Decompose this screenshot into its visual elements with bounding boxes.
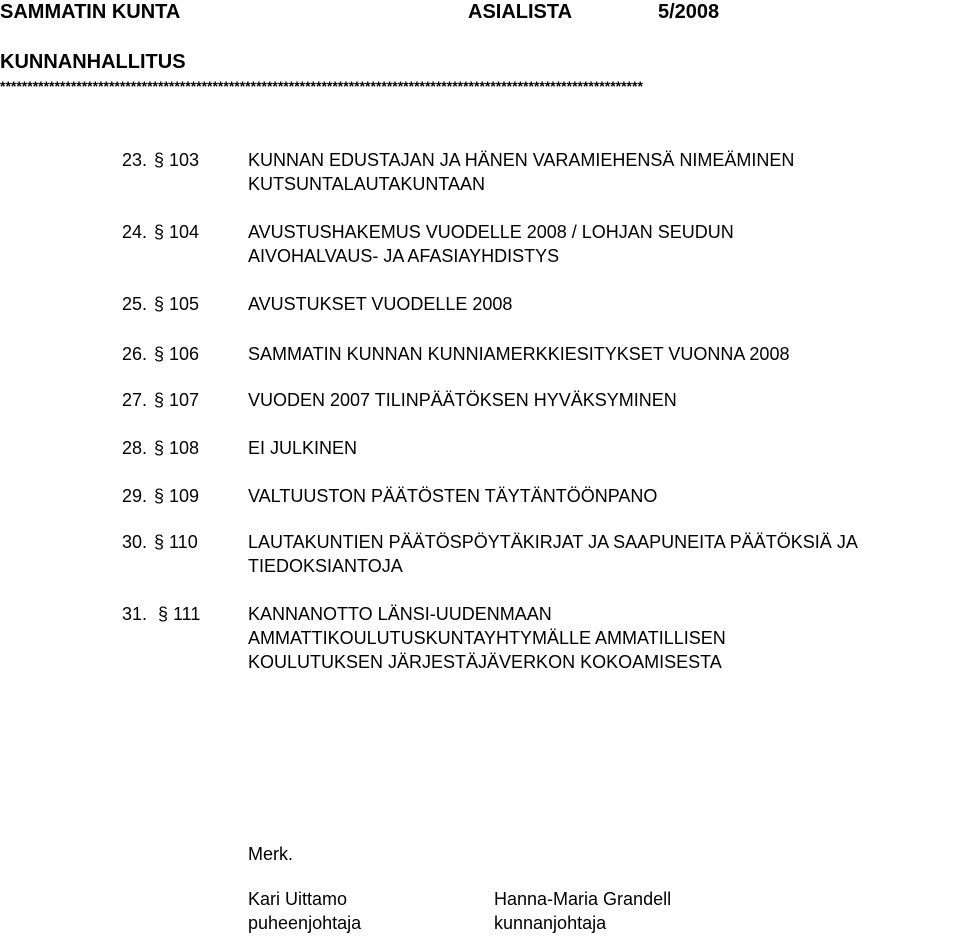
agenda-item-number: 30. <box>122 532 148 552</box>
agenda-item-title-line: AVUSTUKSET VUODELLE 2008 <box>248 294 513 314</box>
signer-left-name: Kari Uittamo <box>248 889 348 909</box>
agenda-item-number: 28. <box>122 438 148 458</box>
agenda-item-title <box>248 388 960 412</box>
agenda-list <box>122 0 960 700</box>
agenda-item-number: 26. <box>122 344 148 364</box>
agenda-item-title <box>248 484 960 508</box>
agenda-item-number: 27. <box>122 390 148 410</box>
agenda-item-title <box>248 148 960 196</box>
agenda-item-title-line: EI JULKINEN <box>248 438 358 458</box>
agenda-item-title-line: KUTSUNTALAUTAKUNTAAN <box>248 174 486 194</box>
agenda-item-section: § 110 <box>154 532 198 552</box>
signature-label: Merk. <box>248 844 293 864</box>
agenda-item-section: § 105 <box>154 294 200 314</box>
agenda-item-title <box>248 530 960 578</box>
document-number: 5/2008 <box>658 1 720 23</box>
agenda-item-section: § 109 <box>154 486 200 506</box>
agenda-item-section: § 111 <box>158 604 201 624</box>
agenda-item-section: § 108 <box>154 438 200 458</box>
agenda-item-title-line: TIEDOKSIANTOJA <box>248 556 403 576</box>
agenda-item-section: § 104 <box>154 222 200 242</box>
agenda-item-title <box>248 602 960 674</box>
agenda-item-title-line: KUNNAN EDUSTAJAN JA HÄNEN VARAMIEHENSÄ NIMEÄMINEN <box>248 150 795 170</box>
governing-body: KUNNANHALLITUS <box>0 51 186 73</box>
agenda-item-number: 25. <box>122 294 148 314</box>
agenda-item-number: 31. <box>122 604 148 624</box>
agenda-item-title-line: KANNANOTTO LÄNSI-UUDENMAAN <box>248 604 552 624</box>
municipality-name: SAMMATIN KUNTA <box>0 1 181 23</box>
signer-right-name: Hanna-Maria Grandell <box>494 889 672 909</box>
agenda-item-title-line: KOULUTUKSEN JÄRJESTÄJÄVERKON KOKOAMISESTA <box>248 652 722 672</box>
document-type: ASIALISTA <box>468 1 573 23</box>
agenda-item-section: § 106 <box>154 344 200 364</box>
agenda-item-title-line: AVUSTUSHAKEMUS VUODELLE 2008 / LOHJAN SEUDUN <box>248 222 734 242</box>
header-rule: ********************************************************************************************************************** <box>0 78 643 94</box>
signer-right-role: kunnanjohtaja <box>494 913 607 933</box>
agenda-item-title-line: VUODEN 2007 TILINPÄÄTÖKSEN HYVÄKSYMINEN <box>248 390 677 410</box>
agenda-item-title <box>248 436 960 460</box>
agenda-item-title <box>248 292 960 316</box>
agenda-item-title <box>248 342 960 366</box>
agenda-item-number: 23. <box>122 150 148 170</box>
agenda-item-number: 29. <box>122 486 148 506</box>
agenda-item-section: § 103 <box>154 150 200 170</box>
agenda-item-title <box>248 220 960 268</box>
agenda-item-title-line: AMMATTIKOULUTUSKUNTAYHTYMÄLLE AMMATILLISEN <box>248 628 726 648</box>
signer-left-role: puheenjohtaja <box>248 913 362 933</box>
agenda-item-title-line: LAUTAKUNTIEN PÄÄTÖSPÖYTÄKIRJAT JA SAAPUNEITA PÄÄTÖKSIÄ JA <box>248 532 858 552</box>
agenda-item-number: 24. <box>122 222 148 242</box>
agenda-item-title-line: SAMMATIN KUNNAN KUNNIAMERKKIESITYKSET VUONNA 2008 <box>248 344 790 364</box>
agenda-item-section: § 107 <box>154 390 200 410</box>
agenda-item-title-line: AIVOHALVAUS- JA AFASIAYHDISTYS <box>248 246 560 266</box>
agenda-item-title-line: VALTUUSTON PÄÄTÖSTEN TÄYTÄNTÖÖNPANO <box>248 486 658 506</box>
